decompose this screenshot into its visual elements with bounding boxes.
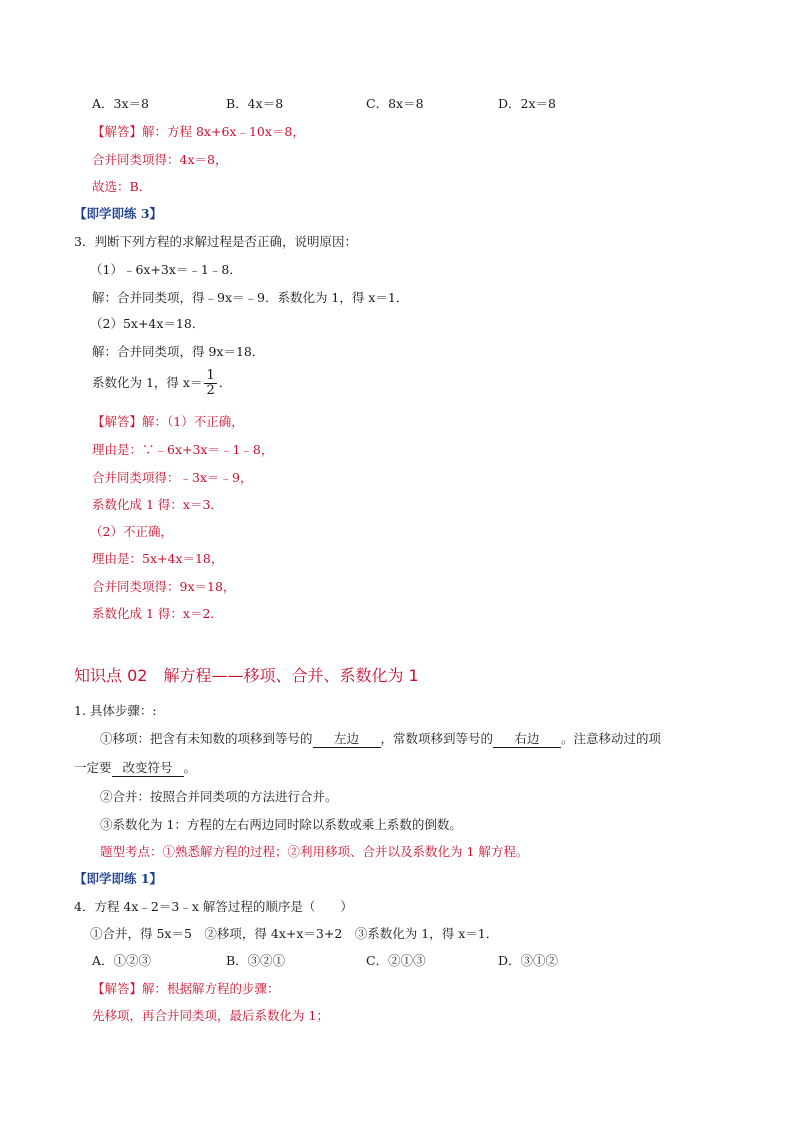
blank-answer: 右边 — [493, 731, 561, 748]
answer-line: 合并同类项得：4x＝8， — [92, 152, 228, 167]
option-a: A．3x＝8 — [92, 96, 149, 111]
question-stem: 3．判断下列方程的求解过程是否正确，说明原因： — [74, 234, 357, 249]
step1-text-a: ①移项：把含有未知数的项移到等号的 — [100, 731, 313, 746]
answer-line: 理由是：∵﹣6x+3x＝﹣1﹣8， — [92, 442, 274, 457]
answer-line: 系数化成 1 得：x＝3． — [92, 497, 223, 512]
practice-tag: 【即学即练 3】 — [74, 206, 163, 221]
answer-line: 理由是：5x+4x＝18， — [92, 551, 224, 566]
step-1 — [100, 731, 661, 748]
fraction-denominator: 2 — [206, 383, 215, 398]
option-b: B．4x＝8 — [226, 96, 284, 111]
step-2: ②合并：按照合并同类项的方法进行合并。 — [100, 789, 338, 804]
answer-line: 合并同类项得：﹣3x＝﹣9， — [92, 470, 253, 485]
steps-title: 1. 具体步骤：: — [74, 703, 157, 718]
option-a: A．①②③ — [92, 953, 152, 968]
answer-line: 【解答】解：根据解方程的步骤： — [92, 981, 280, 996]
answer-line: 【解答】解：方程 8x+6x﹣10x＝8， — [92, 124, 305, 139]
solution-line: 解：合并同类项，得 9x＝18． — [92, 344, 265, 359]
fraction-prefix: 系数化为 1，得 x＝ — [92, 375, 203, 390]
blank-answer: 改变符号 — [112, 760, 184, 777]
step-1-cont — [74, 760, 196, 777]
option-b: B．③②① — [226, 953, 286, 968]
answer-line: 合并同类项得：9x＝18， — [92, 579, 236, 594]
answer-line: 系数化成 1 得：x＝2． — [92, 606, 223, 621]
option-c: C．②①③ — [366, 953, 426, 968]
step1-text-e: 。 — [183, 760, 197, 775]
option-d: D．2x＝8 — [498, 96, 556, 111]
answer-line: 【解答】解：（1）不正确， — [92, 414, 244, 429]
step1-text-c: 。注意移动过的项 — [561, 731, 662, 746]
practice-tag: 【即学即练 1】 — [74, 871, 163, 886]
fraction — [204, 369, 216, 398]
blank-answer: 左边 — [313, 731, 381, 748]
section-title: 知识点 02 解方程——移项、合并、系数化为 1 — [74, 666, 419, 685]
step-3: ③系数化为 1：方程的左右两边同时除以系数或乘上系数的倒数。 — [100, 817, 462, 832]
fraction-suffix: ． — [218, 375, 232, 390]
question-stem: 4．方程 4x﹣2＝3﹣x 解答过程的顺序是（ ） — [74, 899, 353, 914]
step1-text-b: ，常数项移到等号的 — [380, 731, 494, 746]
answer-line: （2）不正确， — [90, 524, 173, 539]
option-d: D．③①② — [498, 953, 559, 968]
question-part: （1）﹣6x+3x＝﹣1﹣8． — [90, 262, 242, 277]
solution-line: 解：合并同类项，得﹣9x＝﹣9．系数化为 1，得 x＝1． — [92, 290, 409, 305]
question-part: （2）5x+4x＝18． — [90, 316, 205, 331]
solution-fraction-line — [92, 366, 231, 400]
exam-note: 题型考点：①熟悉解方程的过程；②利用移项、合并以及系数化为 1 解方程。 — [100, 844, 529, 859]
fraction-numerator: 1 — [206, 368, 215, 383]
answer-line: 故选：B． — [92, 179, 152, 194]
question-steps: ①合并，得 5x＝5 ②移项，得 4x+x＝3+2 ③系数化为 1，得 x＝1． — [90, 926, 499, 941]
answer-line: 先移项，再合并同类项，最后系数化为 1； — [92, 1008, 329, 1023]
option-c: C．8x＝8 — [366, 96, 424, 111]
step1-text-d: 一定要 — [74, 760, 112, 775]
